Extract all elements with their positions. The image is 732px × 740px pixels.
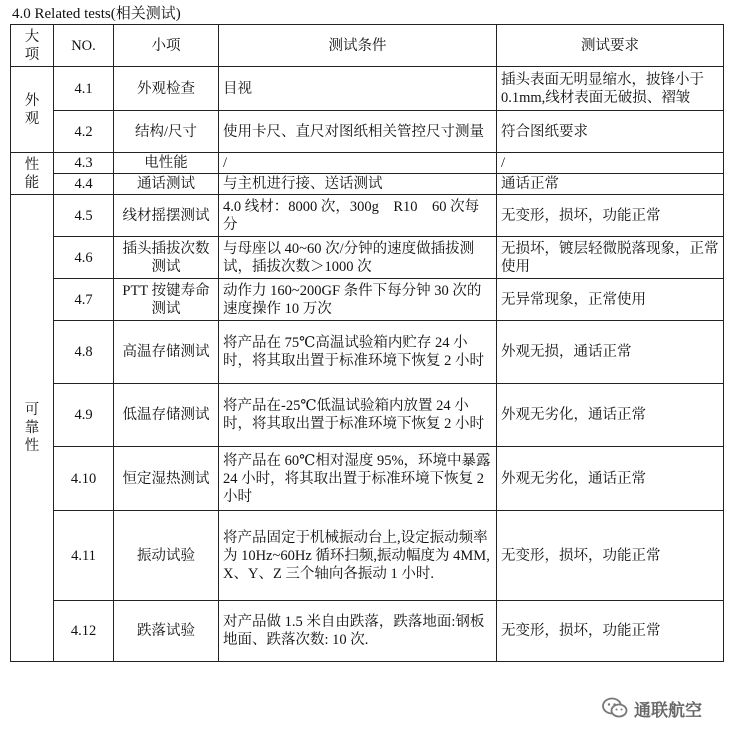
row-no: 4.3	[54, 153, 114, 174]
row-condition: 动作力 160~200GF 条件下每分钟 30 次的速度操作 10 万次	[219, 279, 497, 321]
row-no: 4.12	[54, 601, 114, 662]
row-requirement: 无损坏，镀层轻微脱落现象，正常使用	[497, 237, 724, 279]
row-item: 跌落试验	[114, 601, 219, 662]
table-row	[11, 447, 724, 511]
table-header-row	[11, 25, 724, 67]
row-no: 4.4	[54, 174, 114, 195]
row-item: 插头插拔次数测试	[114, 237, 219, 279]
table-row	[11, 511, 724, 601]
row-no: 4.8	[54, 321, 114, 384]
row-requirement: 无变形，损坏，功能正常	[497, 195, 724, 237]
row-no: 4.10	[54, 447, 114, 511]
group-appearance: 外 观	[11, 67, 54, 153]
table-row	[11, 111, 724, 153]
row-condition: 4.0 线材：8000 次，300g R10 60 次每分	[219, 195, 497, 237]
watermark-text: 通联航空	[634, 700, 702, 721]
row-requirement: 外观无劣化，通话正常	[497, 447, 724, 511]
row-item: 外观检查	[114, 67, 219, 111]
table-row	[11, 195, 724, 237]
row-condition: 将产品固定于机械振动台上,设定振动频率为 10Hz~60Hz 循环扫频,振动幅度为 4MM, X、Y、Z 三个轴向各振动 1 小时.	[219, 511, 497, 601]
header-condition: 测试条件	[219, 25, 497, 67]
row-requirement: 插头表面无明显缩水，披锋小于0.1mm,线材表面无破损、褶皱	[497, 67, 724, 111]
row-requirement: 无变形，损坏，功能正常	[497, 511, 724, 601]
related-tests-table	[10, 24, 724, 662]
table-row	[11, 67, 724, 111]
row-condition: 目视	[219, 67, 497, 111]
row-item: 低温存储测试	[114, 384, 219, 447]
header-no: NO.	[54, 25, 114, 67]
row-condition: 与母座以 40~60 次/分钟的速度做插拔测试，插拔次数＞1000 次	[219, 237, 497, 279]
row-item: 线材摇摆测试	[114, 195, 219, 237]
group-reliability: 可 靠 性	[11, 195, 54, 662]
table-row	[11, 384, 724, 447]
wechat-logo-icon	[602, 697, 628, 719]
row-item: 振动试验	[114, 511, 219, 601]
row-condition: /	[219, 153, 497, 174]
row-condition: 将产品在 60℃相对湿度 95%，环境中暴露 24 小时，将其取出置于标准环境下恢复 2 小时	[219, 447, 497, 511]
row-requirement: 外观无劣化，通话正常	[497, 384, 724, 447]
row-condition: 与主机进行接、送话测试	[219, 174, 497, 195]
header-requirement: 测试要求	[497, 25, 724, 67]
row-requirement: 无异常现象，正常使用	[497, 279, 724, 321]
row-requirement: 符合图纸要求	[497, 111, 724, 153]
table-row	[11, 153, 724, 174]
header-group: 大 项	[11, 25, 54, 67]
row-no: 4.7	[54, 279, 114, 321]
group-performance: 性 能	[11, 153, 54, 195]
row-no: 4.2	[54, 111, 114, 153]
row-item: 高温存储测试	[114, 321, 219, 384]
row-condition: 将产品在 75℃高温试验箱内贮存 24 小时，将其取出置于标准环境下恢复 2 小时	[219, 321, 497, 384]
row-condition: 对产品做 1.5 米自由跌落，跌落地面:钢板地面、跌落次数: 10 次.	[219, 601, 497, 662]
row-no: 4.9	[54, 384, 114, 447]
table-row	[11, 601, 724, 662]
row-requirement: /	[497, 153, 724, 174]
row-item: 恒定湿热测试	[114, 447, 219, 511]
table-row	[11, 237, 724, 279]
table-row	[11, 174, 724, 195]
row-requirement: 外观无损，通话正常	[497, 321, 724, 384]
row-no: 4.1	[54, 67, 114, 111]
row-no: 4.11	[54, 511, 114, 601]
row-item: 通话测试	[114, 174, 219, 195]
row-item: PTT 按键寿命测试	[114, 279, 219, 321]
row-no: 4.6	[54, 237, 114, 279]
row-item: 结构/尺寸	[114, 111, 219, 153]
section-title: 4.0 Related tests(相关测试)	[12, 6, 181, 22]
watermark	[602, 694, 702, 722]
row-condition: 使用卡尺、直尺对图纸相关管控尺寸测量	[219, 111, 497, 153]
row-condition: 将产品在-25℃低温试验箱内放置 24 小时，将其取出置于标准环境下恢复 2 小时	[219, 384, 497, 447]
table-row	[11, 321, 724, 384]
row-requirement: 无变形，损坏，功能正常	[497, 601, 724, 662]
header-item: 小项	[114, 25, 219, 67]
row-item: 电性能	[114, 153, 219, 174]
row-requirement: 通话正常	[497, 174, 724, 195]
table-row	[11, 279, 724, 321]
row-no: 4.5	[54, 195, 114, 237]
